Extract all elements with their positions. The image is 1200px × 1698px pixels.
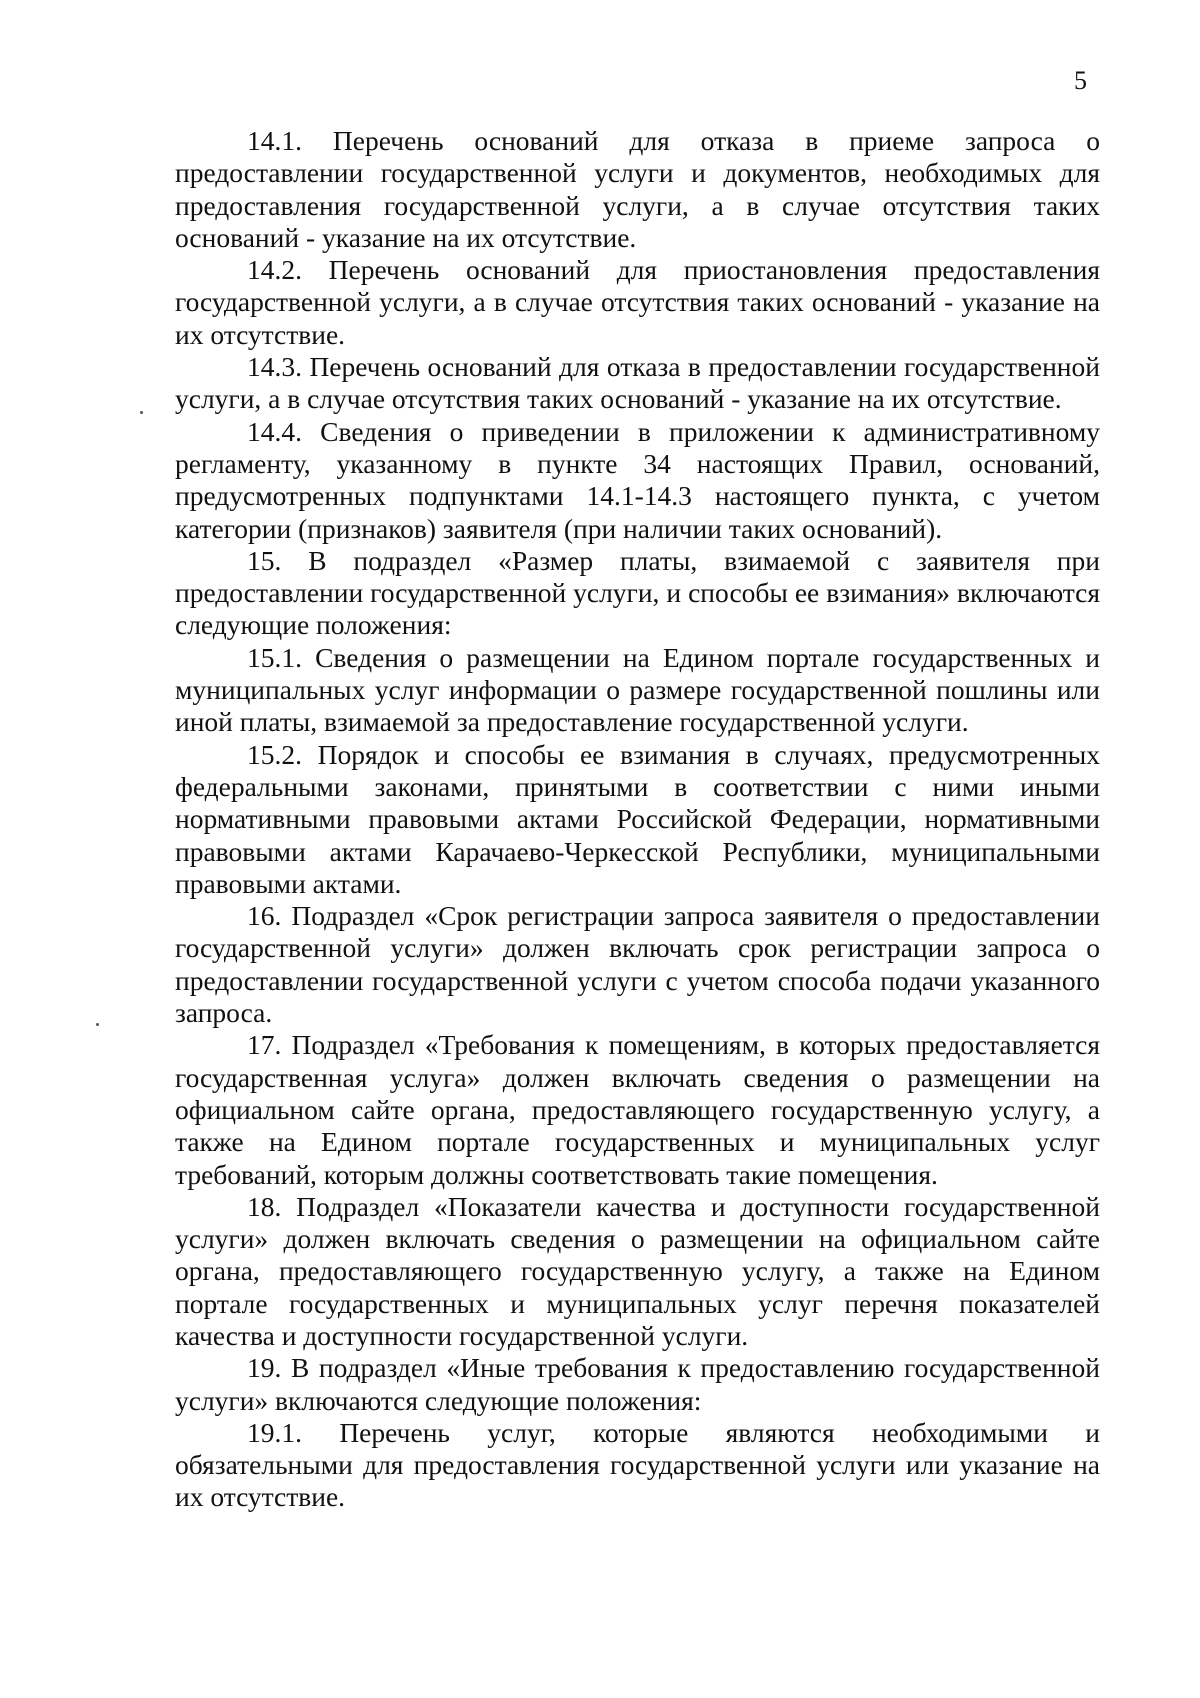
paragraph-14-3: 14.3. Перечень оснований для отказа в предоставлении государственной услуги, а в случае отсутствия таких оснований - указание на их отсутствие. xyxy=(175,351,1100,415)
document-body xyxy=(175,125,1100,1514)
paragraph-14-2: 14.2. Перечень оснований для приостановления предоставления государственной услуги, а в случае отсутствия таких оснований - указание на их отсутствие. xyxy=(175,254,1100,350)
paragraph-15-1: 15.1. Сведения о размещении на Едином портале государственных и муниципальных услуг информации о размере государственной пошлины или иной платы, взимаемой за предоставление государственной услуги. xyxy=(175,641,1100,738)
paragraph-15-2: 15.2. Порядок и способы ее взимания в случаях, предусмотренных федеральными законами, принятыми в соответствии с ними иными нормативными правовыми актами Российской Федерации, нормативными правовыми актами Карачаево-Черкесской Республики, муниципальными правовыми актами. xyxy=(175,738,1100,899)
scan-speck xyxy=(96,1023,99,1026)
paragraph-18: 18. Подраздел «Показатели качества и доступности государственной услуги» должен включать сведения о размещении на официальном сайте органа, предоставляющего государственную услугу, а также на Едином портале государственных и муниципальных услуг перечня показателей качества и доступности государственной услуги. xyxy=(175,1190,1100,1351)
scan-speck xyxy=(140,411,143,414)
paragraph-17: 17. Подраздел «Требования к помещениям, в которых предоставляется государственная услуга» должен включать сведения о размещении на официальном сайте органа, предоставляющего государственную услугу, а также на Едином портале государственных и муниципальных услуг требований, которым должны соответствовать такие помещения. xyxy=(175,1029,1100,1190)
paragraph-19: 19. В подраздел «Иные требования к предоставлению государственной услуги» включаются следующие положения: xyxy=(175,1352,1100,1416)
paragraph-16: 16. Подраздел «Срок регистрации запроса заявителя о предоставлении государственной услуги» должен включать срок регистрации запроса о предоставлении государственной услуги с учетом способа подачи указанного запроса. xyxy=(175,900,1100,1029)
paragraph-14-4: 14.4. Сведения о приведении в приложении к административному регламенту, указанному в пункте 34 настоящих Правил, оснований, предусмотренных подпунктами 14.1-14.3 настоящего пункта, с учетом категории (признаков) заявителя (при наличии таких оснований). xyxy=(175,415,1100,544)
page-number: 5 xyxy=(1074,66,1087,95)
paragraph-14-1: 14.1. Перечень оснований для отказа в приеме запроса о предоставлении государственной услуги и документов, необходимых для предоставления государственной услуги, а в случае отсутствия таких оснований - указание на их отсутствие. xyxy=(175,125,1100,253)
paragraph-19-1: 19.1. Перечень услуг, которые являются необходимыми и обязательными для предоставления государственной услуги или указание на их отсутствие. xyxy=(175,1416,1100,1513)
paragraph-15: 15. В подраздел «Размер платы, взимаемой с заявителя при предоставлении государственной услуги, и способы ее взимания» включаются следующие положения: xyxy=(175,544,1100,641)
